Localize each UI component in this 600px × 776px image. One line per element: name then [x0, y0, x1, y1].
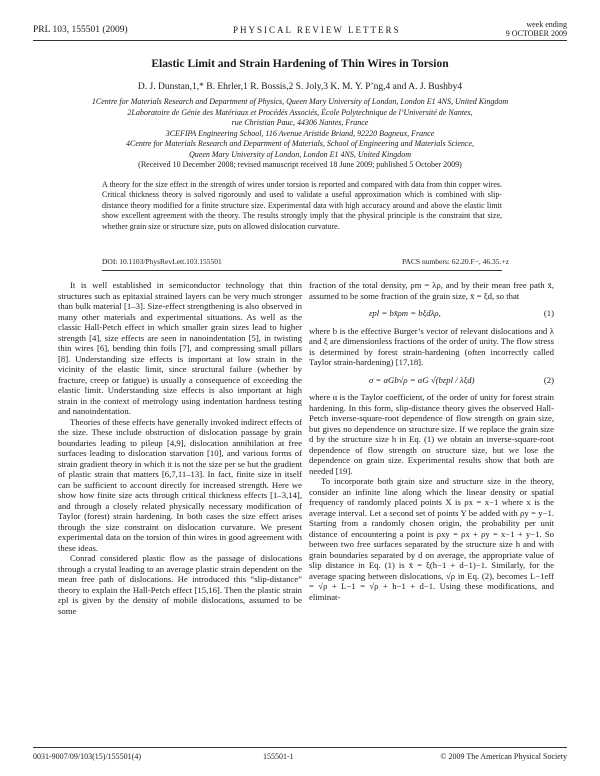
paragraph-1: It is well established in semiconductor technology that thin structures such as epitaxial strained layers can be very much stronger than bulk material [1–3]. Size-effect strengthening is also observed in many other materials and experimental situations. As well as the classic Hall-Petch effect in which smaller grain sizes lead to higher strength [4], size effects are seen in nanoindentation [5], in twisting thin wires [6], bending thin foils [7], and compressing small pillars [8]. Understanding size effects is important at low strain in the vicinity of the elastic limit, since structural failure (whether by fracture, creep or fatigue) is usually a consequence of exceeding the elastic limit. Understanding size effects is also important at high strain in the context of metrology using indentation hardness testing and nanoindentation. — [58, 280, 302, 416]
column-right — [309, 280, 554, 602]
equation-1-body: εpl = bx̄ρm = bξdλρ, — [369, 308, 441, 318]
doi-link[interactable]: DOI: 10.1103/PhysRevLett.103.155501 — [102, 257, 222, 266]
paragraph-5: where b is the effective Burger’s vector of relevant dislocations and λ and ξ are dimensionless fractions of the order of unity. The flow stress is determined by forest strain-hardening (often incorrectly called Taylor strain-hardening) [17,18]. — [309, 325, 554, 367]
paragraph-7: To incorporate both grain size and structure size in the theory, consider an infinite line along which the linear density or spatial frequency of randomly placed points X is ρx = x−1 where x is the average interval. Let a second set of points Y be added with ρy = y−1. Starting from a randomly chosen origin, the probability per unit distance of encountering a point is ρxy = ρx + ρy = x−1 + y−1. So between two free surfaces separated by the structure size h and with grain boundaries separated by d on average, the appropriate value of slip distance in Eq. (1) is x̄ = ξ(h−1 + d−1)−1. Similarly, for the average spacing between dislocations, √ρ in Eq. (2), becomes L−1eff = √ρ + L−1 = √ρ + h−1 + d−1. Using these modifications, and eliminat- — [309, 476, 554, 602]
paragraph-6: where α is the Taylor coefficient, of the order of unity for forest strain hardening. In this form, slip-distance theory gives the observed Hall-Petch inverse-square-root dependence of flow strength on grain size, but gives no dependence on structure size. If we replace the grain size d by the structure size h in Eq. (1) we obtain an inverse-square-root dependence of flow strength on structure size, but we lose the dependence on grain size. Experimental results show that both are needed [19]. — [309, 392, 554, 476]
running-header — [33, 20, 567, 38]
affiliation-2-cont: rue Christian Pauc, 44306 Nantes, France — [231, 118, 369, 127]
issue-date — [506, 20, 567, 38]
header-rule — [33, 40, 567, 41]
footer-rule — [33, 747, 567, 748]
paragraph-4: fraction of the total density, ρm = λρ, and by their mean free path x̄, assumed to be some fraction of the grain size, x̄ = ξd, so that — [309, 280, 554, 301]
pacs-numbers: PACS numbers: 62.20.F−, 46.35.+z — [402, 257, 509, 266]
abstract: A theory for the size effect in the strength of wires under torsion is reported and compared with data from thin copper wires. Critical thickness theory is solved rigorously and used to validate a useful approximation which is combined with slip-distance theory modified for a finite structure size. Experimental data with high accuracy around and above the elastic limit show excellent agreement with the theory. The results strongly imply that the physical principle is the constraint that size, whether grain size or structure size, puts on allowed dislocation curvature. — [102, 180, 502, 231]
paper-title: Elastic Limit and Strain Hardening of Thin Wires in Torsion — [151, 58, 449, 70]
equation-2-number: (2) — [543, 374, 554, 385]
week-ending-label: week ending — [526, 20, 567, 29]
equation-1-number: (1) — [543, 308, 554, 318]
footer-code: 0031-9007/09/103(15)/155501(4) — [33, 752, 141, 761]
equation-1 — [309, 308, 554, 319]
paragraph-3: Conrad considered plastic flow as the passage of dislocations through a crystal leading to an average plastic strain dependent on the mean free path of dislocations. He introduced this “slip-distance” theory to explain the Hall-Petch effect [15,16]. Then the plastic strain εpl is given by the density of mobile dislocations, assumed to be some — [58, 553, 302, 616]
affiliation-1: 1Centre for Materials Research and Department of Physics, Queen Mary University of London, London E1 4NS, United Kingdom — [91, 97, 509, 106]
affiliation-4: 4Centre for Materials Research and Department of Materials, School of Engineering and Materials Science, — [125, 139, 474, 148]
received-dates: (Received 10 December 2008; revised manuscript received 18 June 2009; published 5 October 2009) — [138, 160, 462, 169]
equation-2 — [309, 375, 554, 386]
equation-2-body: σ = αGb√ρ = αG √(bεpl / λξd) — [369, 374, 475, 385]
author-list: D. J. Dunstan,1,* B. Ehrler,1 R. Bossis,2 S. Joly,3 K. M. Y. P’ng,4 and A. J. Bushby4 — [137, 82, 463, 92]
doi — [102, 257, 222, 266]
affiliation-3: 3CEFIPA Engineering School, 116 Avenue Aristide Briand, 92220 Bagneux, France — [165, 128, 435, 138]
page-number: 155501-1 — [263, 752, 294, 761]
issue-date-value: 9 OCTOBER 2009 — [505, 29, 567, 38]
affiliation-2: 2Laboratoire de Génie des Matériaux et Procédés Associés, École Polytechnique de l’Université de Nantes, — [127, 107, 473, 117]
abstract-rule — [102, 270, 502, 271]
paragraph-2: Theories of these effects have generally invoked indirect effects of the size. These include obstruction of dislocation passage by grain boundaries leading to pileup [4,9], dislocation annihilation at free surfaces leading to dislocation starvation [10], and various forms of strain gradient theory in which it is not the size per se but the gradient of plastic strain that matters [6,7,11–13]. In fact, finite size in itself can be sufficient to account directly for increased strength. Here we show how finite size acts through critical thickness effects [1–3,14], and through a closely related physically necessary modification of Taylor (forest) strain hardening. In both cases the size effect arises through the size constraint on dislocation curvature. We present experimental data on the torsion of thin wires in good agreement with these ideas. — [58, 416, 302, 553]
affiliation-4-cont: Queen Mary University of London, London E1 4NS, United Kingdom — [189, 149, 411, 159]
column-left — [58, 280, 302, 616]
journal-name: PHYSICAL REVIEW LETTERS — [233, 25, 401, 35]
journal-ref: PRL 103, 155501 (2009) — [33, 25, 128, 35]
copyright: © 2009 The American Physical Society — [440, 752, 567, 761]
